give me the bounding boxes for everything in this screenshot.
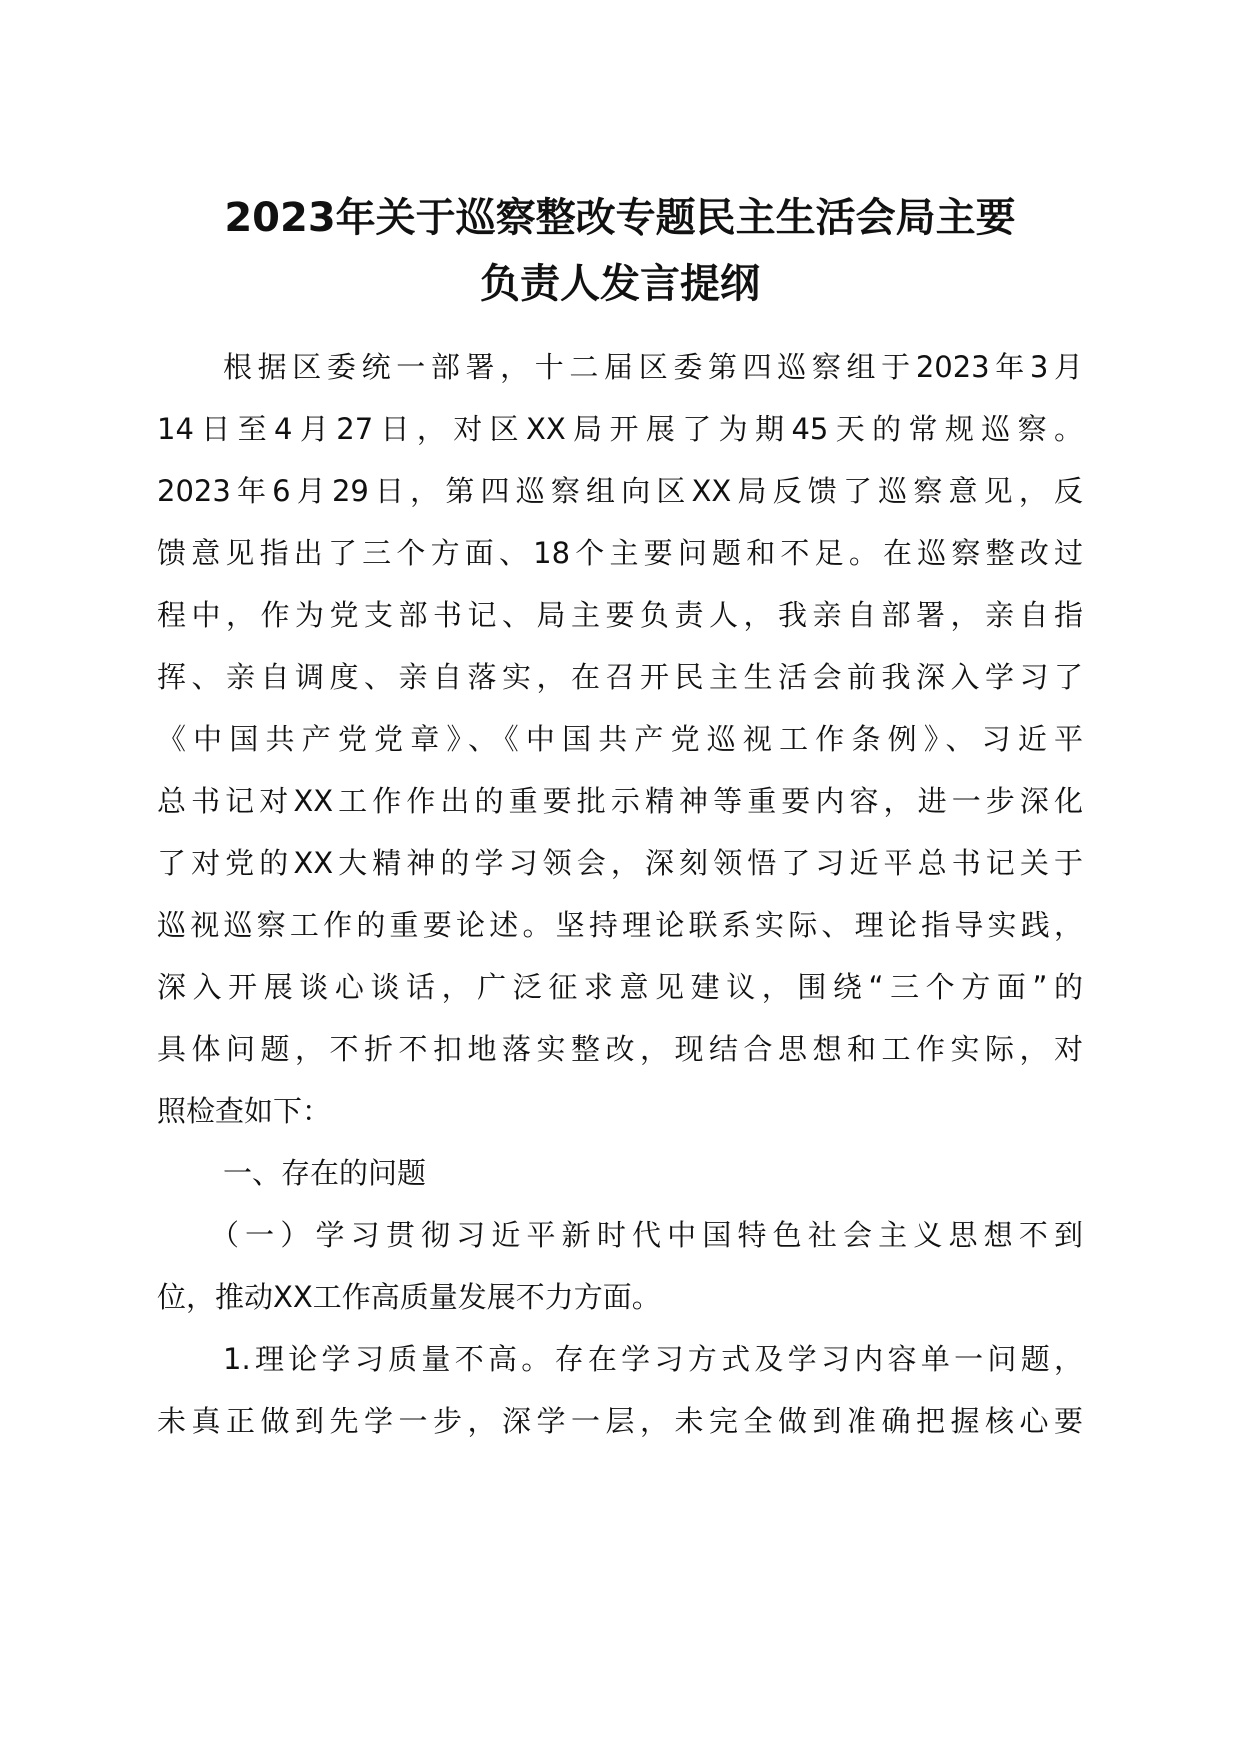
document-title-line-2: 负责人发言提纲 <box>480 261 760 307</box>
paragraph-line: 具体问题，不折不扣地落实整改，现结合思想和工作实际，对 <box>157 1032 1083 1066</box>
paragraph-line: 照检查如下： <box>157 1094 332 1128</box>
document-title-line-1: 2023年关于巡察整改专题民主生活会局主要 <box>224 195 1016 241</box>
paragraph-line: 挥、亲自调度、亲自落实，在召开民主生活会前我深入学习了 <box>157 660 1083 694</box>
paragraph-line: 程中，作为党支部书记、局主要负责人，我亲自部署，亲自指 <box>157 598 1083 632</box>
paragraph-line: 《中国共产党党章》、《中国共产党巡视工作条例》、习近平 <box>157 722 1083 756</box>
paragraph-line: 14日至4月27日，对区XX局开展了为期45天的常规巡察。 <box>157 412 1083 446</box>
subsection-heading-line: 位，推动XX工作高质量发展不力方面。 <box>157 1280 661 1314</box>
paragraph-line: 总书记对XX工作作出的重要批示精神等重要内容，进一步深化 <box>157 784 1083 818</box>
paragraph-line: 未真正做到先学一步，深学一层，未完全做到准确把握核心要 <box>157 1404 1083 1438</box>
paragraph-line: 深入开展谈心谈话，广泛征求意见建议，围绕“三个方面”的 <box>157 970 1083 1004</box>
paragraph-line: 馈意见指出了三个方面、18个主要问题和不足。在巡察整改过 <box>157 536 1083 570</box>
paragraph-line: 了对党的XX大精神的学习领会，深刻领悟了习近平总书记关于 <box>157 846 1083 880</box>
paragraph-line: 1.理论学习质量不高。存在学习方式及学习内容单一问题， <box>223 1342 1083 1376</box>
paragraph-line: 根据区委统一部署，十二届区委第四巡察组于2023年3月 <box>223 350 1083 384</box>
paragraph-line: 2023年6月29日，第四巡察组向区XX局反馈了巡察意见，反 <box>157 474 1083 508</box>
subsection-heading-line: （一）学习贯彻习近平新时代中国特色社会主义思想不到 <box>210 1218 1083 1252</box>
paragraph-line: 巡视巡察工作的重要论述。坚持理论联系实际、理论指导实践， <box>157 908 1083 942</box>
section-heading: 一、存在的问题 <box>223 1156 427 1190</box>
